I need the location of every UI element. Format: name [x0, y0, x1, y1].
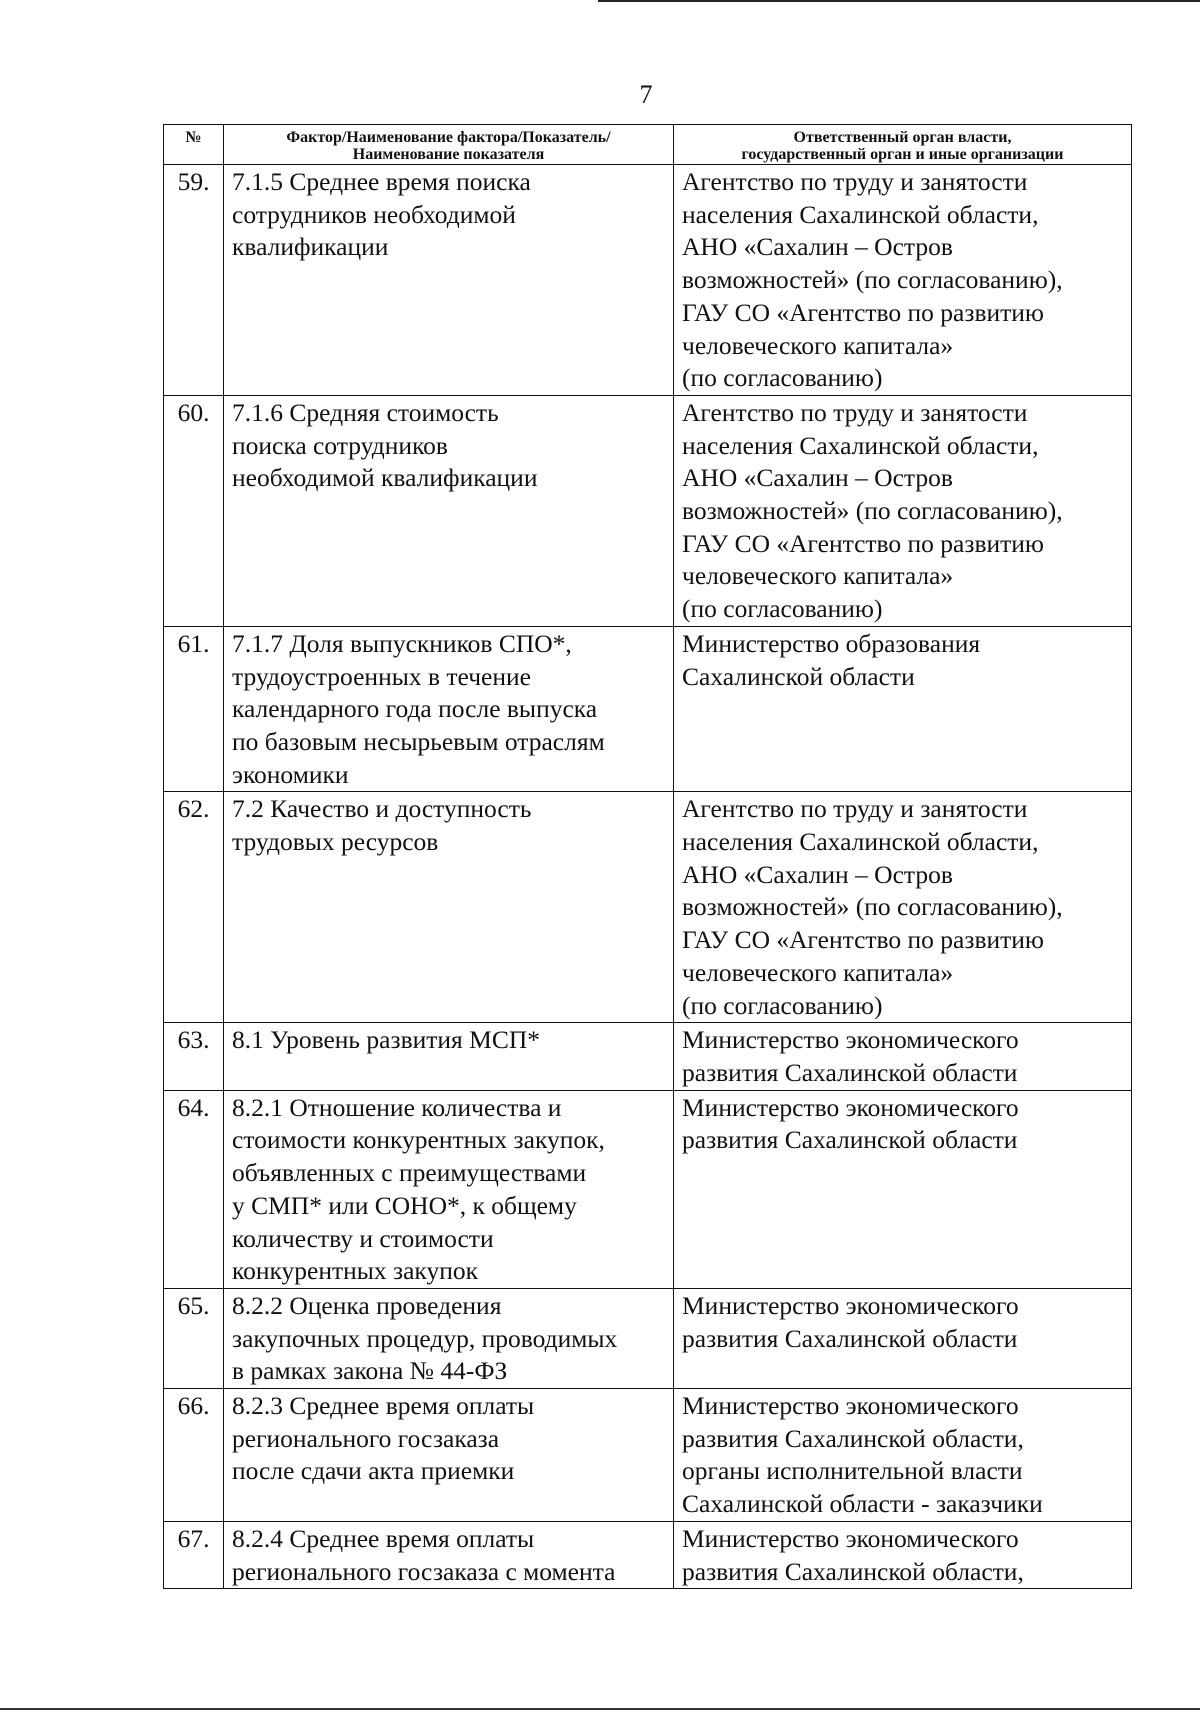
row-number: 65.: [164, 1288, 224, 1388]
table-row: [164, 395, 1132, 626]
org-cell: Министерство экономического развития Сахалинской области: [674, 1288, 1132, 1388]
row-number: 61.: [164, 626, 224, 792]
org-cell: Министерство образования Сахалинской области: [674, 626, 1132, 792]
row-number: 67.: [164, 1521, 224, 1588]
org-cell: Агентство по труду и занятости населения Сахалинской области, АНО «Сахалин – Остров возможностей» (по согласованию), ГАУ СО «Агентство по развитию человеческого капитала» (по согласованию): [674, 395, 1132, 626]
row-number: 60.: [164, 395, 224, 626]
org-cell: Министерство экономического развития Сахалинской области: [674, 1023, 1132, 1090]
table-row: [164, 792, 1132, 1023]
org-cell: Министерство экономического развития Сахалинской области,: [674, 1521, 1132, 1588]
header-row: [164, 125, 1132, 165]
indicators-table: [163, 124, 1132, 1589]
table-row: [164, 165, 1132, 396]
table-header: [164, 125, 1132, 165]
row-number: 62.: [164, 792, 224, 1023]
bottom-edge-rule: [0, 1708, 1200, 1710]
org-cell: Агентство по труду и занятости населения Сахалинской области, АНО «Сахалин – Остров возможностей» (по согласованию), ГАУ СО «Агентство по развитию человеческого капитала» (по согласованию): [674, 165, 1132, 396]
table-row: [164, 1023, 1132, 1090]
factor-cell: 7.1.7 Доля выпускников СПО*, трудоустроенных в течение календарного года после выпуска по базовым несырьевым отраслям экономики: [224, 626, 674, 792]
org-cell: Агентство по труду и занятости населения Сахалинской области, АНО «Сахалин – Остров возможностей» (по согласованию), ГАУ СО «Агентство по развитию человеческого капитала» (по согласованию): [674, 792, 1132, 1023]
factor-cell: 7.1.6 Средняя стоимость поиска сотрудников необходимой квалификации: [224, 395, 674, 626]
row-number: 63.: [164, 1023, 224, 1090]
top-edge-rule: [598, 0, 1200, 2]
header-num: №: [164, 125, 224, 165]
header-factor: Фактор/Наименование фактора/Показатель/ Наименование показателя: [224, 125, 674, 165]
factor-cell: 7.1.5 Среднее время поиска сотрудников необходимой квалификации: [224, 165, 674, 396]
factor-cell: 8.2.3 Среднее время оплаты регионального госзаказа после сдачи акта приемки: [224, 1389, 674, 1522]
factor-cell: 8.1 Уровень развития МСП*: [224, 1023, 674, 1090]
row-number: 64.: [164, 1090, 224, 1288]
page-number: 7: [639, 80, 653, 109]
table-row: [164, 1521, 1132, 1588]
org-cell: Министерство экономического развития Сахалинской области, органы исполнительной власти Сахалинской области - заказчики: [674, 1389, 1132, 1522]
table-row: [164, 626, 1132, 792]
header-org: Ответственный орган власти, государственный орган и иные организации: [674, 125, 1132, 165]
org-cell: Министерство экономического развития Сахалинской области: [674, 1090, 1132, 1288]
table-row: [164, 1389, 1132, 1522]
table-row: [164, 1288, 1132, 1388]
row-number: 66.: [164, 1389, 224, 1522]
table-body: [164, 165, 1132, 1589]
factor-cell: 8.2.2 Оценка проведения закупочных процедур, проводимых в рамках закона № 44-ФЗ: [224, 1288, 674, 1388]
row-number: 59.: [164, 165, 224, 396]
factor-cell: 8.2.4 Среднее время оплаты регионального госзаказа с момента: [224, 1521, 674, 1588]
factor-cell: 7.2 Качество и доступность трудовых ресурсов: [224, 792, 674, 1023]
table-row: [164, 1090, 1132, 1288]
factor-cell: 8.2.1 Отношение количества и стоимости конкурентных закупок, объявленных с преимуществами у СМП* или СОНО*, к общему количеству и стоимости конкурентных закупок: [224, 1090, 674, 1288]
